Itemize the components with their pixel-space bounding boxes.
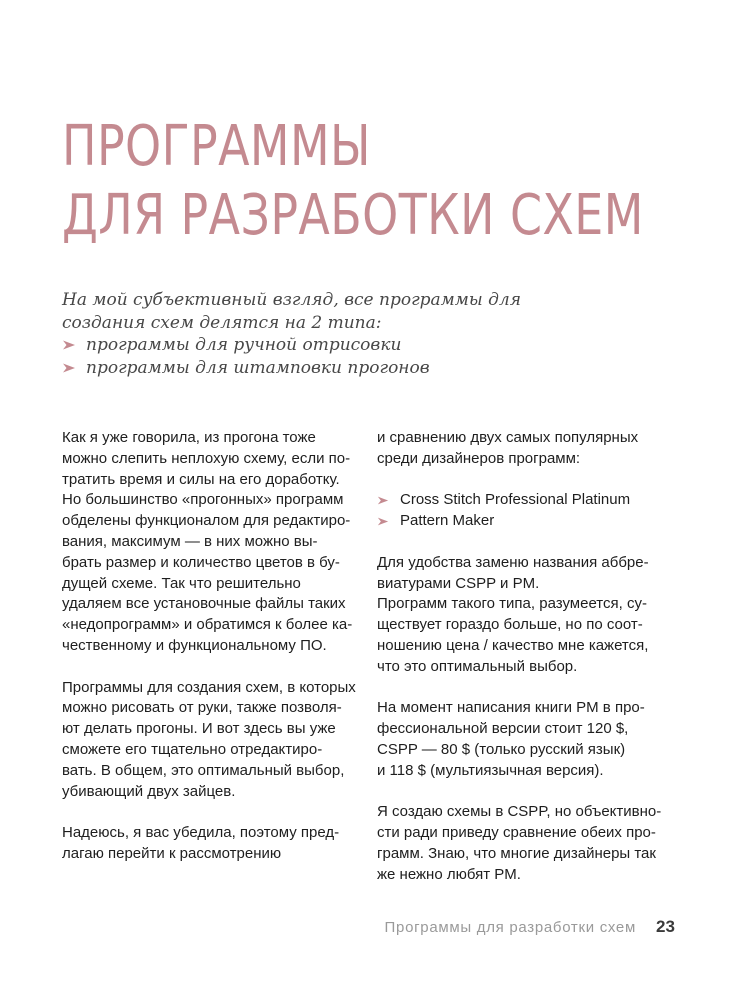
list-item xyxy=(377,490,677,511)
text-line: Но большинство «прогонных» программ xyxy=(62,491,344,509)
text-line: На момент написания книги PM в про- xyxy=(377,699,645,717)
intro-bullet-text: программы для штамповки прогонов xyxy=(86,357,430,378)
text-line: среди дизайнеров программ: xyxy=(377,449,581,467)
text-line: ществует гораздо больше, но по соот- xyxy=(377,616,643,634)
text-line: Надеюсь, я вас убедила, поэтому пред- xyxy=(62,824,340,842)
text-line: убивающий двух зайцев. xyxy=(62,782,236,800)
paragraph xyxy=(62,428,362,657)
arrow-bullet-icon xyxy=(377,517,389,526)
paragraph xyxy=(377,802,677,885)
page-number: 23 xyxy=(656,917,675,936)
text-line: «недопрограмм» и обратимся к более ка- xyxy=(62,616,353,634)
running-footer: Программы для разработки схем xyxy=(384,919,636,936)
text-line: и 118 $ (мультиязычная версия). xyxy=(377,761,604,779)
text-line: же нежно любят PM. xyxy=(377,865,521,883)
text-line: что это оптимальный выбор. xyxy=(377,657,578,675)
paragraph xyxy=(377,428,677,470)
text-line: лагаю перейти к рассмотрению xyxy=(62,844,282,862)
right-column xyxy=(377,428,677,906)
text-line: Программы для создания схем, в которых xyxy=(62,678,356,696)
text-line: Как я уже говорила, из прогона тоже xyxy=(62,429,316,446)
paragraph xyxy=(377,553,677,678)
intro-bullet-text: программы для ручной отрисовки xyxy=(86,335,402,355)
title-line-1: ПРОГРАММЫ xyxy=(62,114,371,179)
intro-line: На мой субъективный взгляд, все программы для xyxy=(62,290,521,310)
list-item xyxy=(377,511,677,532)
text-line: сти ради приведу сравнение обеих про- xyxy=(377,824,656,842)
arrow-bullet-icon xyxy=(62,363,76,373)
text-line: удаляем все установочные файлы таких xyxy=(62,595,346,613)
intro-line: создания схем делятся на 2 типа: xyxy=(62,312,382,333)
text-line: фессиональной версии стоит 120 $, xyxy=(377,720,629,738)
paragraph xyxy=(62,823,362,865)
arrow-bullet-icon xyxy=(62,340,76,350)
text-line: ношению цена / качество мне кажется, xyxy=(377,636,649,654)
arrow-bullet-icon xyxy=(377,496,389,505)
intro-block xyxy=(62,289,702,379)
text-line: вать. В общем, это оптимальный выбор, xyxy=(62,761,345,779)
text-line: дущей схеме. Так что решительно xyxy=(62,574,301,592)
list-item-text: Cross Stitch Professional Platinum xyxy=(400,491,631,509)
text-line: можно рисовать от руки, также позволя- xyxy=(62,699,342,717)
intro-bullet xyxy=(62,334,702,357)
text-line: ют делать прогоны. И вот здесь вы уже xyxy=(62,720,336,738)
text-line: виатурами CSPP и PM. xyxy=(377,574,540,592)
text-line: вания, максимум — в них можно вы- xyxy=(62,532,318,550)
program-list xyxy=(377,490,677,532)
text-line: чественному и функциональному ПО. xyxy=(62,636,327,654)
text-line: тратить время и силы на его доработку. xyxy=(62,470,340,488)
text-line: брать размер и количество цветов в бу- xyxy=(62,553,340,571)
text-line: обделены функционалом для редактиро- xyxy=(62,512,351,530)
title-line-2: ДЛЯ РАЗРАБОТКИ СХЕМ xyxy=(62,183,644,248)
paragraph xyxy=(377,698,677,781)
text-line: и сравнению двух самых популярных xyxy=(377,429,639,446)
text-line: грамм. Знаю, что многие дизайнеры так xyxy=(377,844,656,862)
text-line: Программ такого типа, разумеется, су- xyxy=(377,595,647,613)
paragraph xyxy=(62,678,362,803)
page-title xyxy=(62,112,644,250)
left-column xyxy=(62,428,362,886)
text-line: можно слепить неплохую схему, если по- xyxy=(62,449,351,467)
text-line: CSPP — 80 $ (только русский язык) xyxy=(377,740,626,758)
text-line: Я создаю схемы в CSPP, но объективно- xyxy=(377,803,662,821)
page-footer xyxy=(0,916,756,940)
text-line: Для удобства заменю названия аббре- xyxy=(377,553,649,571)
list-item-text: Pattern Maker xyxy=(400,512,495,530)
intro-bullet xyxy=(62,357,702,380)
text-line: сможете его тщательно отредактиро- xyxy=(62,740,323,758)
